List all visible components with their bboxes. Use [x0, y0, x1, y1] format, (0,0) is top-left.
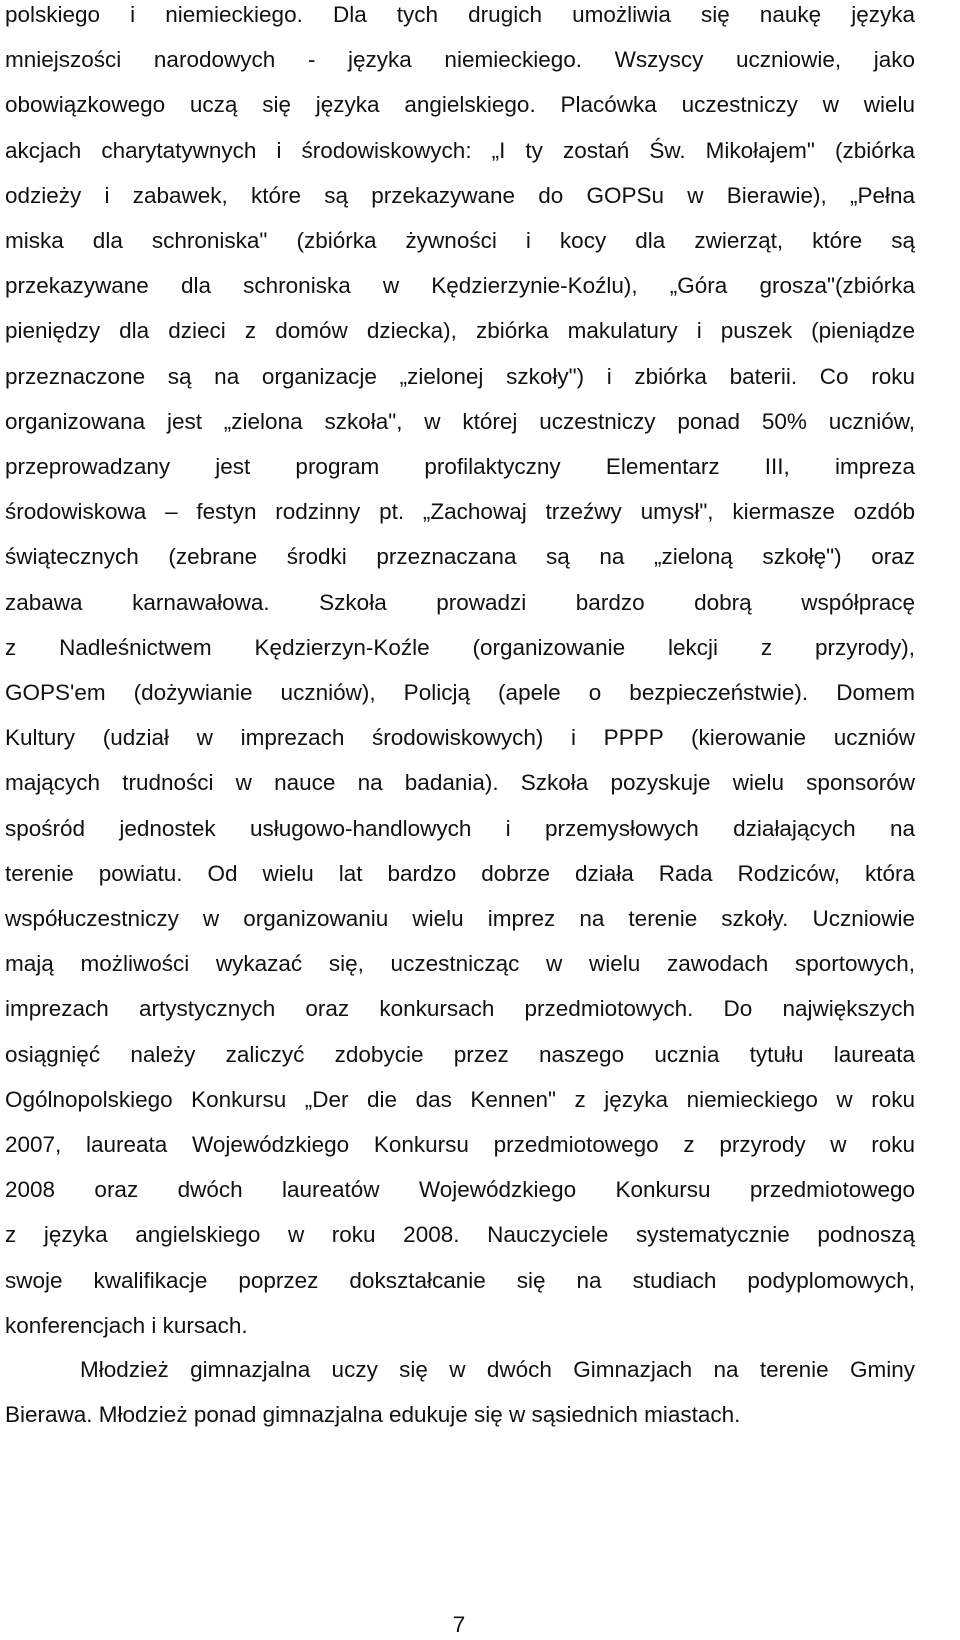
text-line: Ogólnopolskiego Konkursu „Der die das Kennen" z języka niemieckiego w roku	[5, 1086, 915, 1112]
text-line: świątecznych (zebrane środki przeznaczana są na „zieloną szkołę") oraz	[5, 544, 915, 570]
text-line: pieniędzy dla dzieci z domów dziecka), zbiórka makulatury i puszek (pieniądze	[5, 318, 915, 344]
text-line: środowiskowa – festyn rodzinny pt. „Zachowaj trzeźwy umysł", kiermasze ozdób	[5, 499, 915, 525]
text-line: terenie powiatu. Od wielu lat bardzo dobrze działa Rada Rodziców, która	[5, 860, 915, 886]
text-line: z języka angielskiego w roku 2008. Nauczyciele systematycznie podnoszą	[5, 1222, 915, 1248]
text-line: z Nadleśnictwem Kędzierzyn-Koźle (organizowanie lekcji z przyrody),	[5, 634, 915, 660]
page-number: 7	[452, 1612, 466, 1637]
text-line: miska dla schroniska" (zbiórka żywności i kocy dla zwierząt, które są	[5, 228, 915, 253]
text-line: akcjach charytatywnych i środowiskowych: „I ty zostań Św. Mikołajem" (zbiórka	[5, 137, 915, 163]
text-line: mniejszości narodowych - języka niemieckiego. Wszyscy uczniowie, jako	[5, 47, 915, 73]
text-line: 2007, laureata Wojewódzkiego Konkursu przedmiotowego z przyrody w roku	[5, 1132, 915, 1157]
text-line: konferencjach i kursach.	[5, 1312, 248, 1338]
text-line: obowiązkowego uczą się języka angielskiego. Placówka uczestniczy w wielu	[5, 92, 915, 118]
text-line: Bierawa. Młodzież ponad gimnazjalna edukuje się w sąsiednich miastach.	[5, 1402, 741, 1428]
text-line: osiągnięć należy zaliczyć zdobycie przez naszego ucznia tytułu laureata	[5, 1041, 915, 1067]
text-line: organizowana jest „zielona szkoła", w której uczestniczy ponad 50% uczniów,	[5, 408, 915, 434]
text-line: zabawa karnawałowa. Szkoła prowadzi bardzo dobrą współpracę	[5, 589, 915, 615]
text-line: współuczestniczy w organizowaniu wielu imprez na terenie szkoły. Uczniowie	[5, 906, 915, 931]
text-line: mających trudności w nauce na badania). Szkoła pozyskuje wielu sponsorów	[5, 770, 915, 796]
text-line: GOPS'em (dożywianie uczniów), Policją (apele o bezpieczeństwie). Domem	[5, 680, 915, 705]
text-line: mają możliwości wykazać się, uczestnicząc w wielu zawodach sportowych,	[5, 951, 915, 977]
text-line: Kultury (udział w imprezach środowiskowych) i PPPP (kierowanie uczniów	[5, 725, 915, 751]
text-line: Młodzież gimnazjalna uczy się w dwóch Gimnazjach na terenie Gminy	[80, 1357, 915, 1382]
text-line: swoje kwalifikacje poprzez dokształcanie się na studiach podyplomowych,	[5, 1267, 915, 1293]
text-line: polskiego i niemieckiego. Dla tych drugich umożliwia się naukę języka	[5, 2, 915, 27]
text-line: imprezach artystycznych oraz konkursach przedmiotowych. Do największych	[5, 996, 915, 1022]
text-line: 2008 oraz dwóch laureatów Wojewódzkiego Konkursu przedmiotowego	[5, 1177, 915, 1203]
text-line: przekazywane dla schroniska w Kędzierzynie-Koźlu), „Góra grosza"(zbiórka	[5, 273, 915, 299]
text-line: przeprowadzany jest program profilaktyczny Elementarz III, impreza	[5, 454, 915, 479]
text-line: spośród jednostek usługowo-handlowych i przemysłowych działających na	[5, 815, 915, 841]
text-line: odzieży i zabawek, które są przekazywane do GOPSu w Bierawie), „Pełna	[5, 182, 915, 208]
text-line: przeznaczone są na organizacje „zielonej szkoły") i zbiórka baterii. Co roku	[5, 363, 915, 389]
